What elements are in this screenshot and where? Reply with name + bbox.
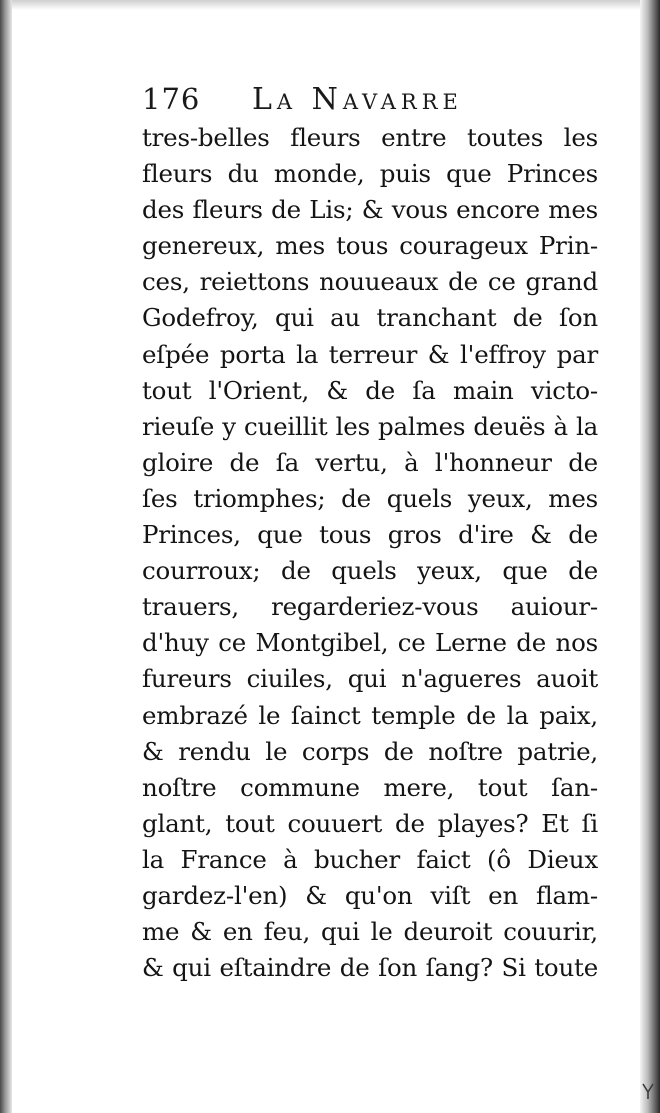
text-line: ces, reiettons nouueaux de ce grand	[142, 267, 598, 297]
text-line: genereux, mes tous courageux Prin-	[142, 231, 598, 261]
text-line: la France à bucher faict (ô Dieux	[142, 844, 598, 874]
page-edge-shadow	[640, 0, 660, 1113]
text-line: courroux; de quels yeux, que de	[142, 556, 598, 586]
text-line: gardez-l'en) & qu'on viſt en flam-	[142, 880, 598, 910]
page-top-shadow	[0, 0, 660, 10]
text-line: fureurs ciuiles, qui n'agueres auoit	[142, 664, 598, 694]
running-head: La Navarre	[252, 82, 463, 117]
text-line: d'huy ce Montgibel, ce Lerne de nos	[142, 628, 598, 658]
text-line: & rendu le corps de noſtre patrie,	[142, 736, 598, 766]
text-line: eſpée porta la terreur & l'effroy par	[142, 339, 598, 369]
text-line: Godefroy, qui au tranchant de ſon	[142, 303, 598, 333]
page-gutter-shadow	[0, 0, 12, 1113]
text-line: embrazé le ſainct temple de la paix,	[142, 700, 598, 730]
text-line: des fleurs de Lis; & vous encore mes	[142, 195, 598, 225]
text-line: tres-belles fleurs entre toutes les	[142, 123, 598, 152]
text-line: tout l'Orient, & de ſa main victo-	[142, 375, 598, 405]
text-line: gloire de ſa vertu, à l'honneur de	[142, 447, 598, 477]
text-line: glant, tout couuert de playes? Et ſi	[142, 808, 598, 838]
text-line: & qui eſtaindre de ſon ſang? Si toute	[142, 953, 598, 983]
text-line: Princes, que tous gros d'ire & de	[142, 520, 598, 550]
text-line: trauers, regarderiez-vous auiour-	[142, 592, 598, 622]
text-line: fleurs du monde, puis que Princes	[142, 159, 598, 189]
text-line: noſtre commune mere, tout ſan-	[142, 772, 598, 802]
page-number: 176	[142, 82, 201, 116]
text-line: me & en feu, qui le deuroit couurir,	[142, 917, 598, 947]
corner-fold-mark	[642, 1082, 654, 1100]
body-text	[142, 120, 598, 986]
text-line: rieuſe y cueillit les palmes deuës à la	[142, 411, 598, 441]
text-line: ſes triomphes; de quels yeux, mes	[142, 483, 598, 513]
fold-mark-icon	[642, 1082, 654, 1100]
page-header	[142, 80, 602, 124]
